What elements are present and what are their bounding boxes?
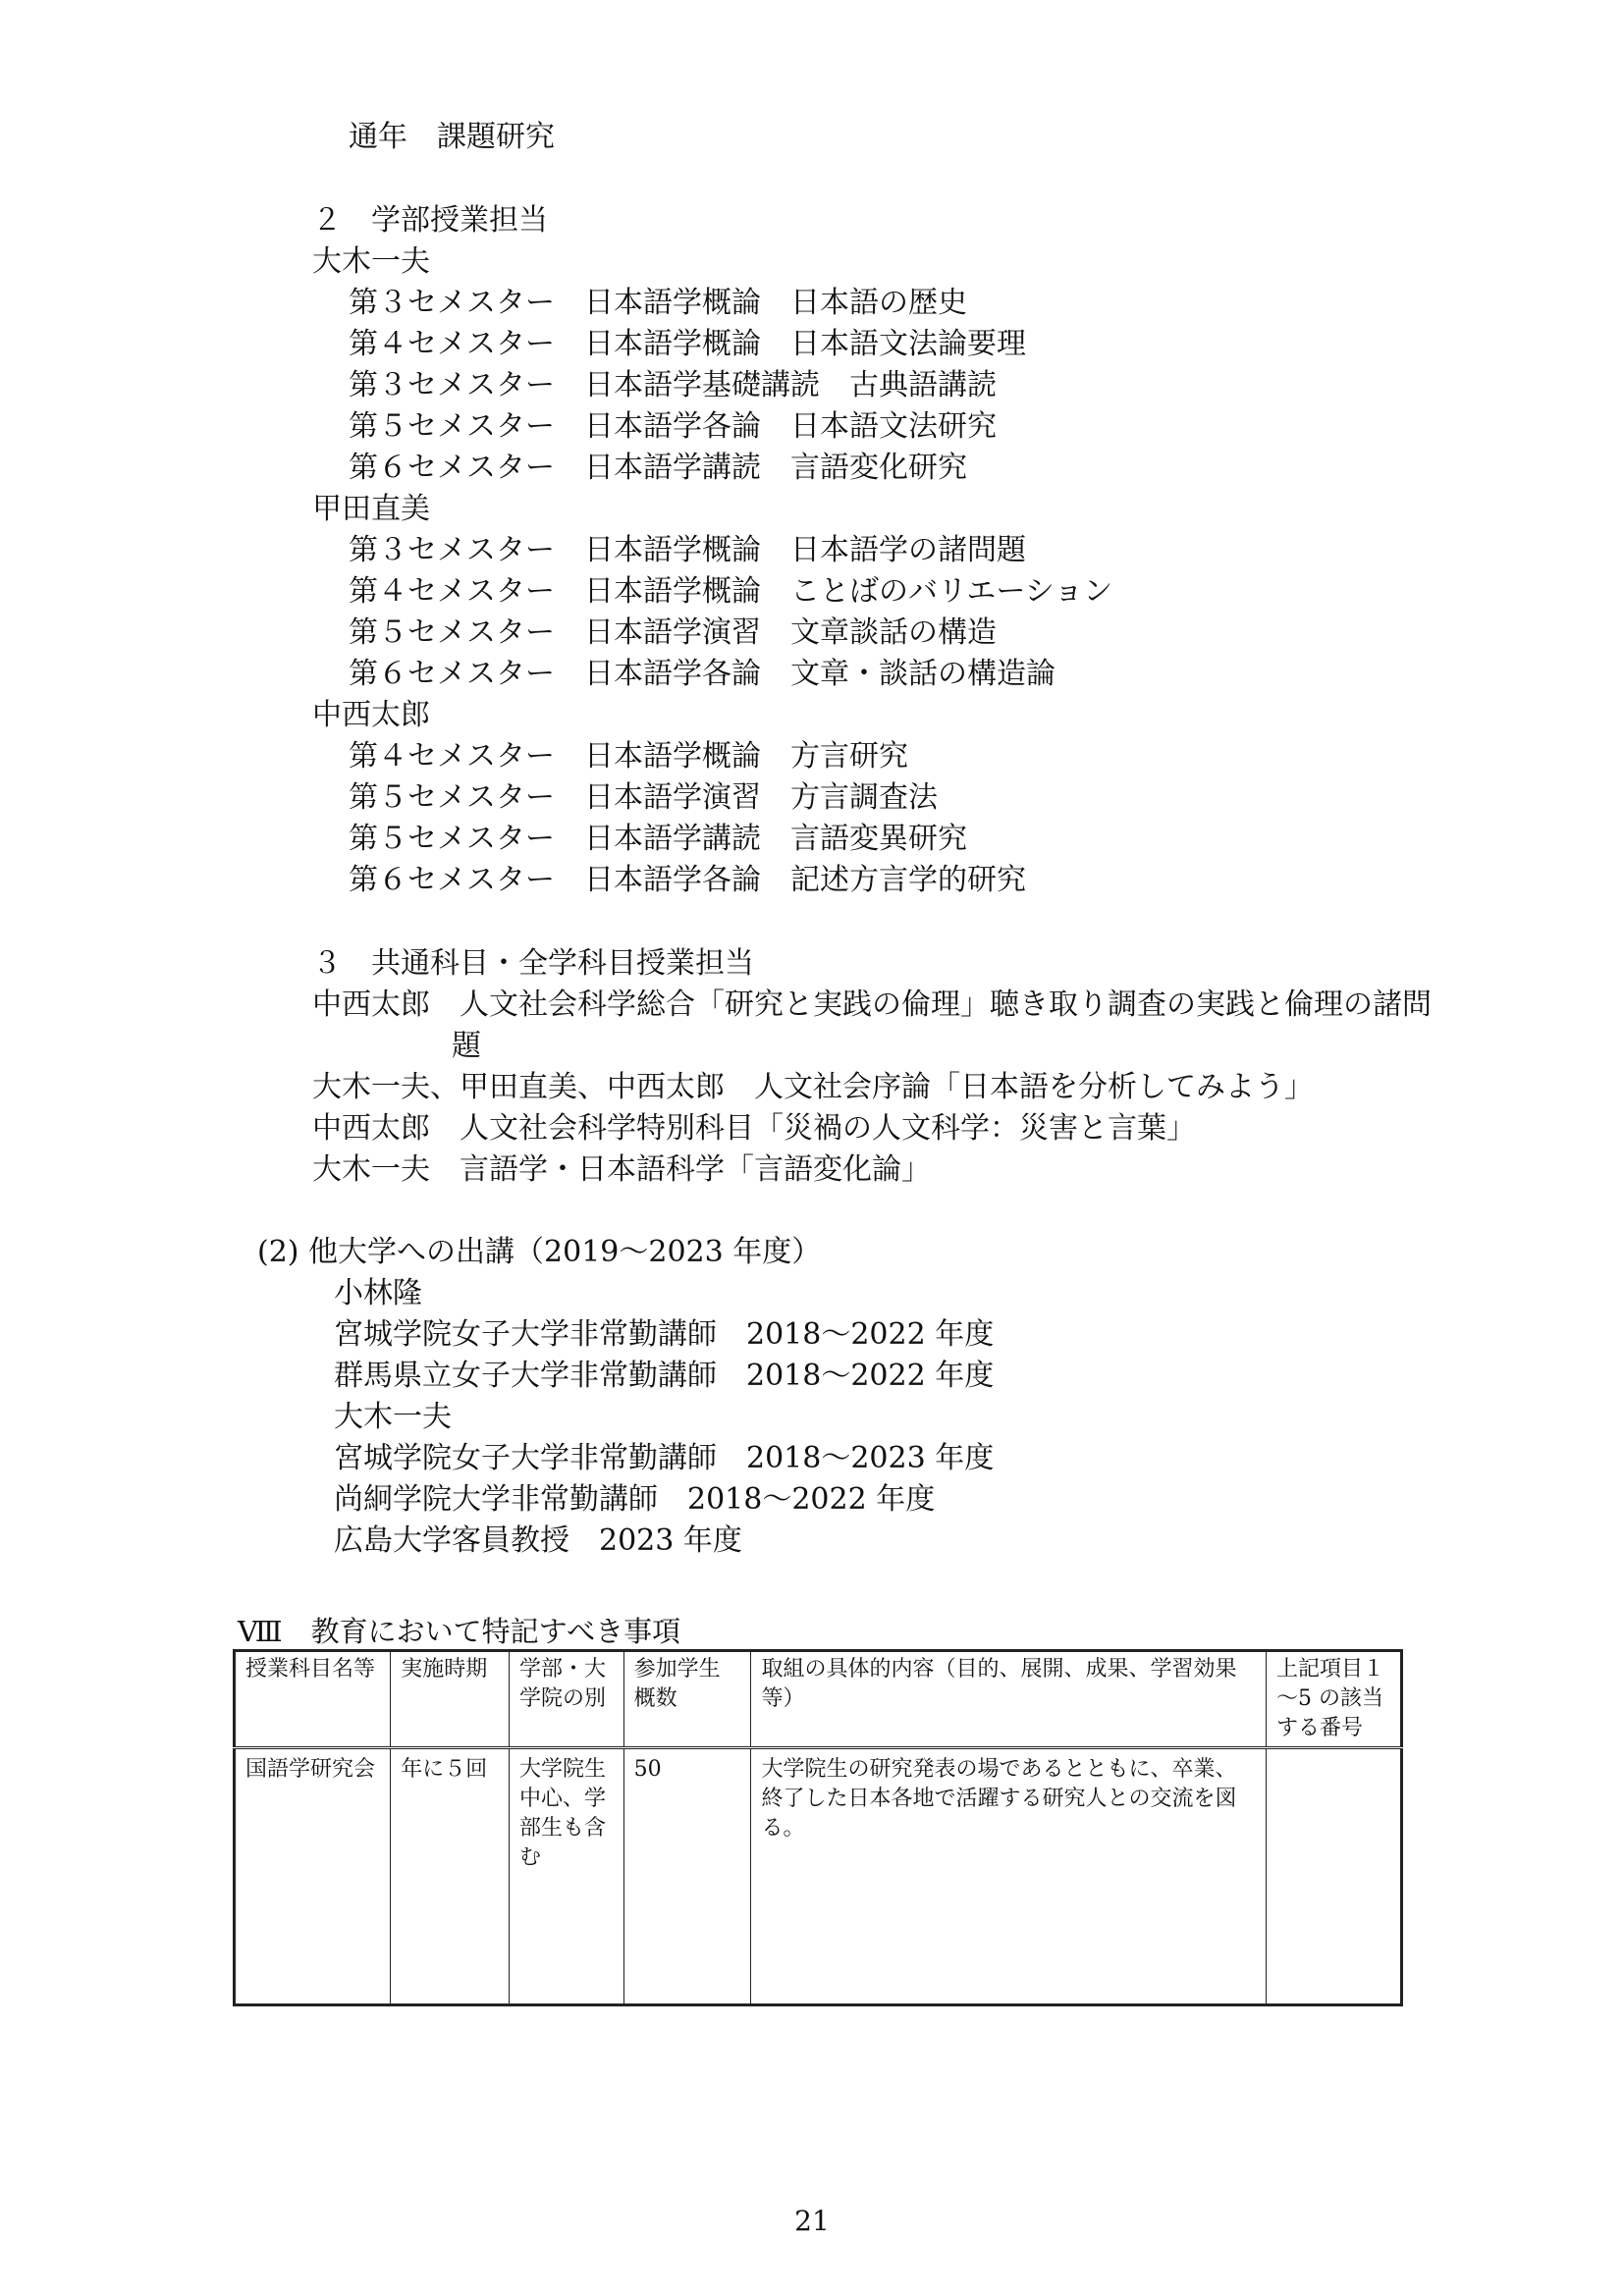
header-content: 取組の具体的内容（目的、展開、成果、学習効果等）	[751, 1651, 1266, 1748]
common-item: 中西太郎 人文社会科学特別科目「災禍の人文科学：災害と言葉」	[312, 1111, 1196, 1146]
prev-course-item: 通年 課題研究	[349, 120, 555, 154]
header-faculty: 学部・大学院の別	[509, 1651, 623, 1748]
course-item: 第３セメスター 日本語学概論 日本語学の諸問題	[349, 533, 1026, 567]
external-name: 小林隆	[334, 1276, 422, 1310]
common-item: 中西太郎 人文社会科学総合「研究と実践の倫理」聴き取り調査の実践と倫理の諸問	[312, 988, 1432, 1022]
external-item: 宮城学院女子大学非常勤講師 2018～2023 年度	[334, 1441, 995, 1475]
course-item: 第３セメスター 日本語学基礎講読 古典語講読	[349, 368, 997, 402]
common-heading: ３ 共通科目・全学科目授業担当	[312, 946, 754, 981]
header-students: 参加学生概数	[623, 1651, 751, 1748]
header-item-number: 上記項目１～5 の該当する番号	[1266, 1651, 1401, 1748]
table-header-row	[235, 1651, 1402, 1748]
course-item: 第４セメスター 日本語学概論 ことばのバリエーション	[349, 574, 1113, 609]
page-number: 21	[794, 2205, 830, 2237]
external-item: 群馬県立女子大学非常勤講師 2018～2022 年度	[334, 1359, 995, 1393]
instructor-name: 甲田直美	[312, 492, 430, 526]
cell-faculty: 大学院生中心、学部生も含む	[509, 1748, 623, 2005]
header-period: 実施時期	[391, 1651, 510, 1748]
undergrad-heading: ２ 学部授業担当	[312, 203, 548, 238]
course-item: 第４セメスター 日本語学概論 日本語文法論要理	[349, 327, 1026, 361]
header-course: 授業科目名等	[235, 1651, 391, 1748]
common-item: 大木一夫、甲田直美、中西太郎 人文社会序論「日本語を分析してみよう」	[312, 1070, 1314, 1104]
cell-course: 国語学研究会	[235, 1748, 391, 2005]
external-item: 広島大学客員教授 2023 年度	[334, 1523, 742, 1558]
course-item: 第６セメスター 日本語学各論 文章・談話の構造論	[349, 657, 1056, 691]
external-name: 大木一夫	[334, 1400, 452, 1434]
table-row	[235, 1748, 1402, 2005]
external-item: 尚絅学院大学非常勤講師 2018～2022 年度	[334, 1482, 936, 1517]
cell-content: 大学院生の研究発表の場であるとともに、卒業、終了した日本各地で活躍する研究人との交流を図る。	[751, 1748, 1266, 2005]
section8-heading: Ⅷ 教育において特記すべき事項	[238, 1615, 681, 1648]
special-items-table	[233, 1649, 1403, 2006]
course-item: 第５セメスター 日本語学各論 日本語文法研究	[349, 409, 997, 444]
cell-period: 年に５回	[391, 1748, 510, 2005]
cell-students: 50	[623, 1748, 751, 2005]
external-heading: (2) 他大学への出講（2019～2023 年度）	[257, 1235, 822, 1269]
common-item: 大木一夫 言語学・日本語科学「言語変化論」	[312, 1152, 931, 1187]
course-item: 第５セメスター 日本語学演習 方言調査法	[349, 780, 938, 815]
course-item: 第５セメスター 日本語学講読 言語変異研究	[349, 822, 967, 856]
instructor-name: 中西太郎	[312, 698, 430, 732]
cell-item-number	[1266, 1748, 1401, 2005]
course-item: 第６セメスター 日本語学講読 言語変化研究	[349, 451, 967, 485]
course-item: 第５セメスター 日本語学演習 文章談話の構造	[349, 615, 997, 650]
course-item: 第６セメスター 日本語学各論 記述方言学的研究	[349, 863, 1026, 897]
common-item-continuation: 題	[452, 1029, 481, 1063]
course-item: 第４セメスター 日本語学概論 方言研究	[349, 739, 908, 774]
external-item: 宮城学院女子大学非常勤講師 2018～2022 年度	[334, 1317, 995, 1352]
instructor-name: 大木一夫	[312, 244, 430, 279]
course-item: 第３セメスター 日本語学概論 日本語の歴史	[349, 286, 967, 320]
